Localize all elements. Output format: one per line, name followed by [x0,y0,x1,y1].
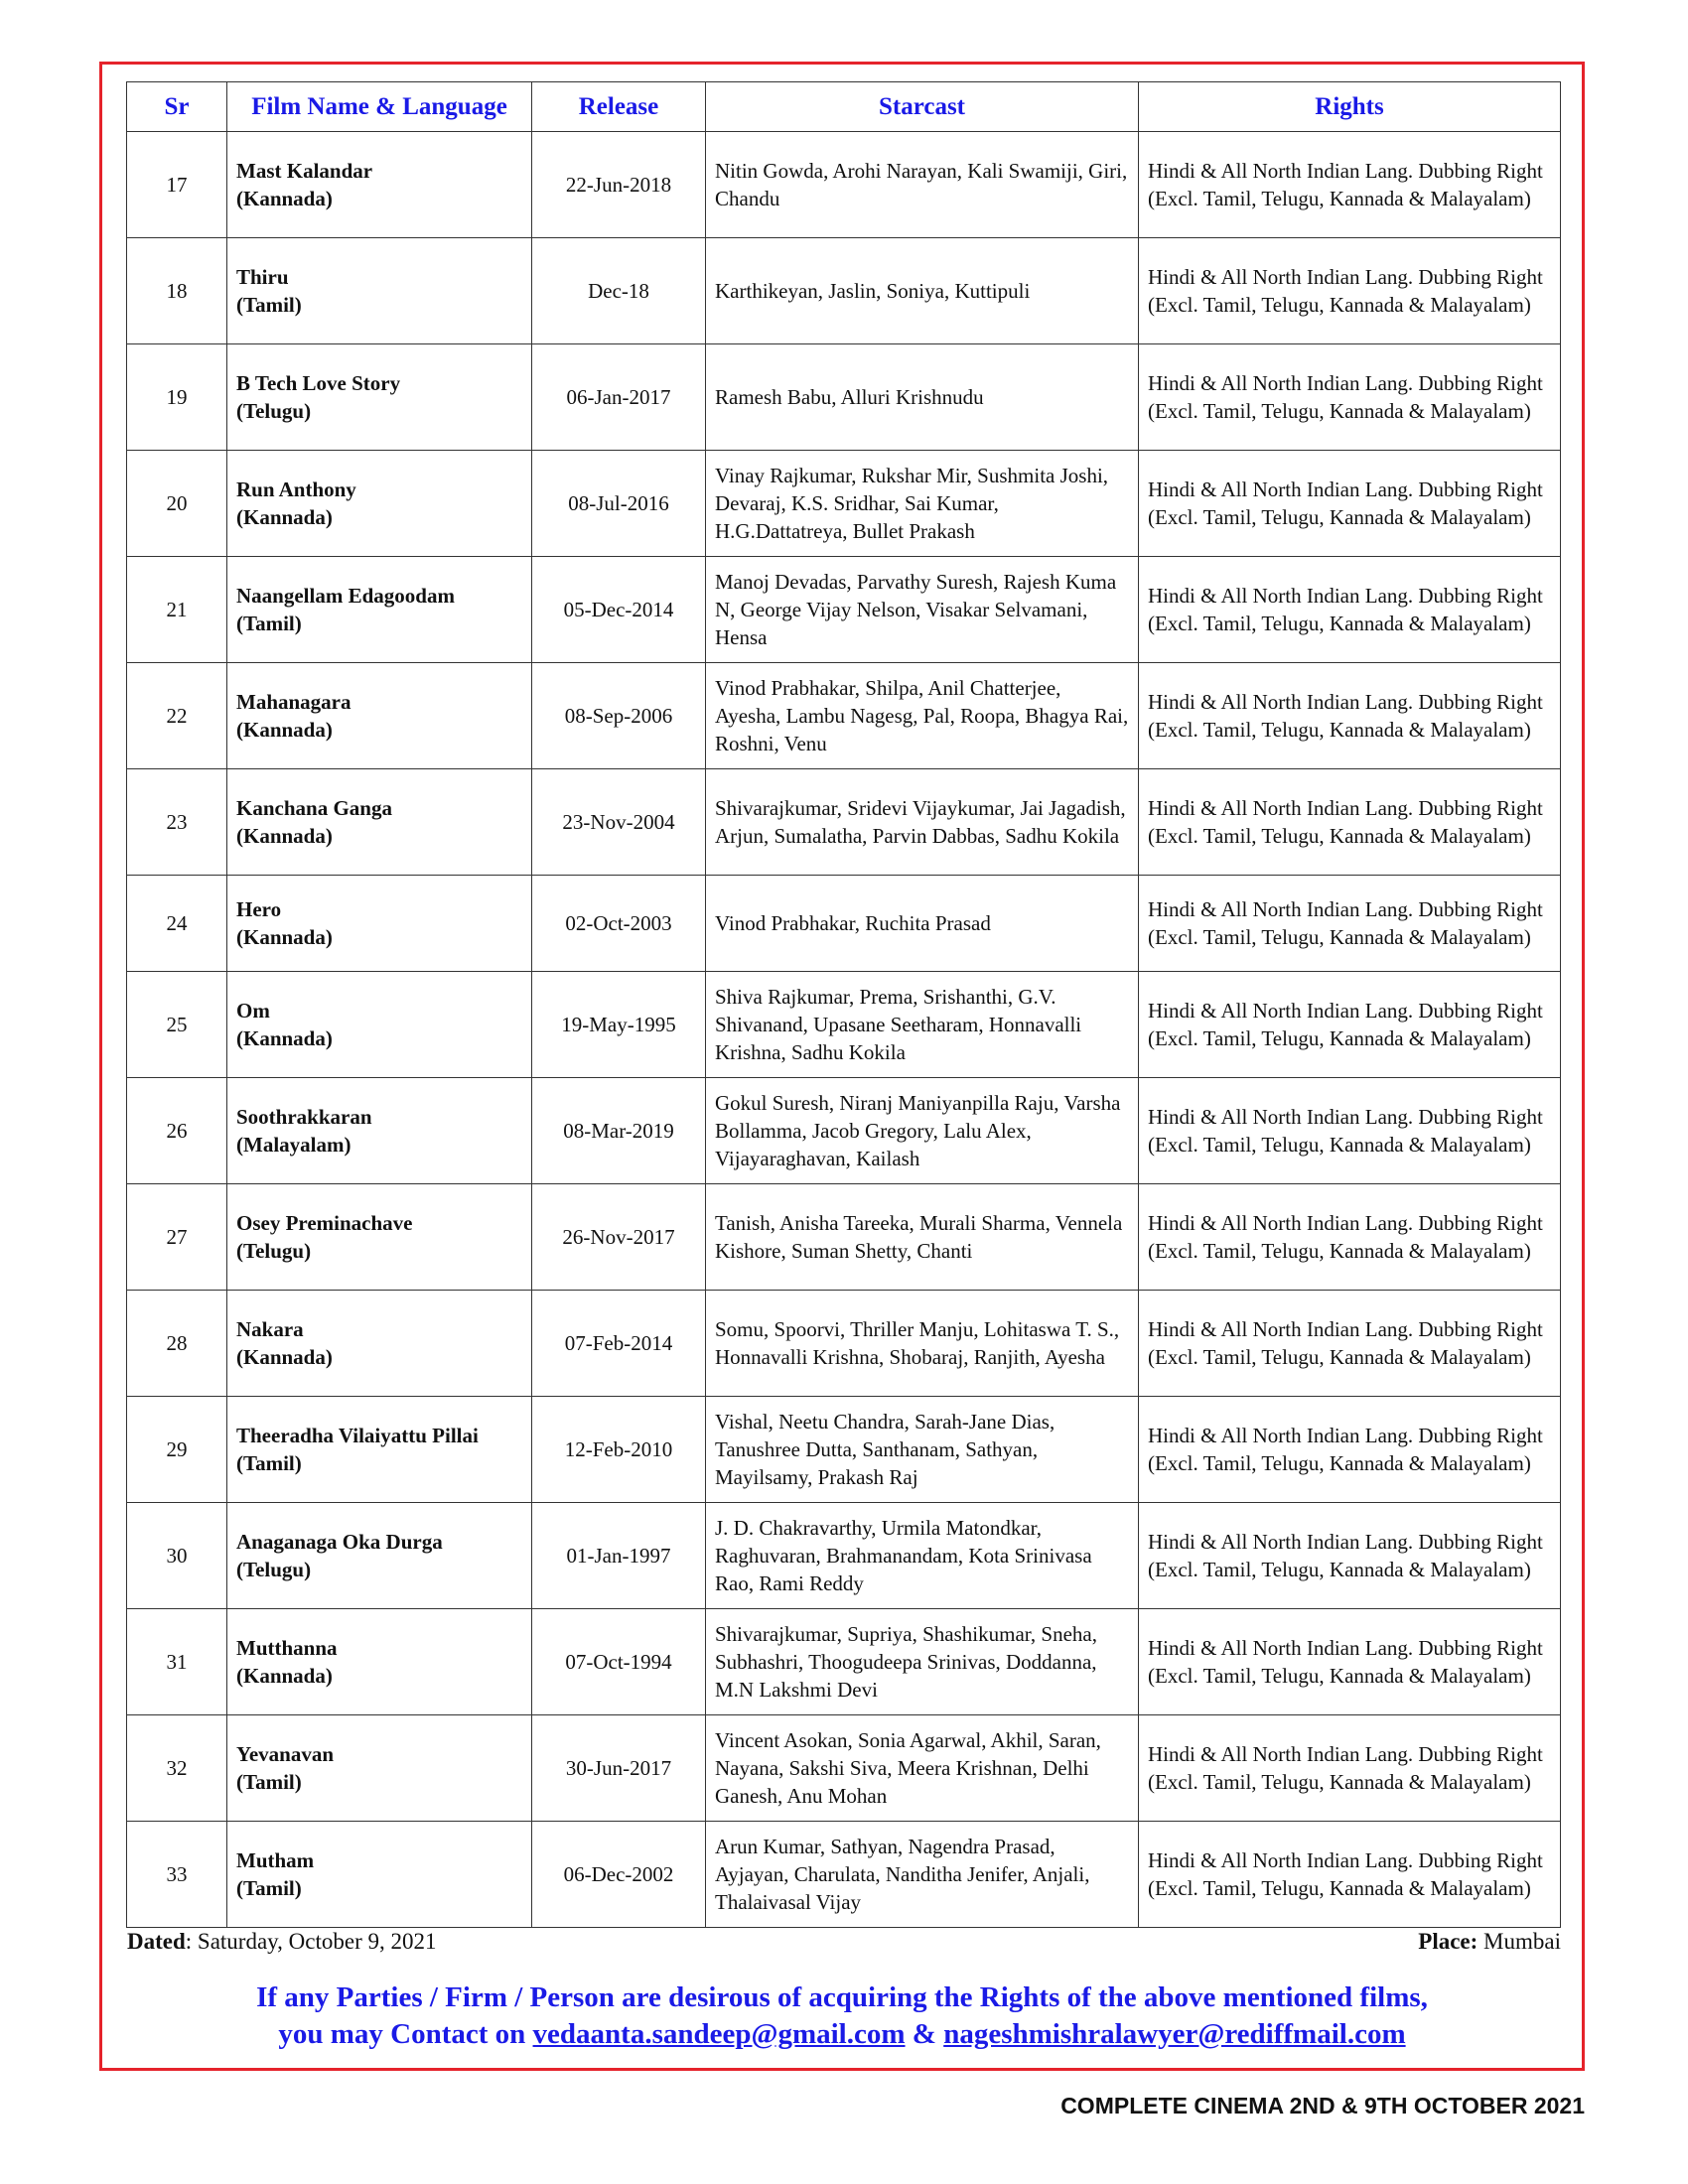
sr-cell: 20 [127,451,227,557]
rights-cell: Hindi & All North Indian Lang. Dubbing Right (Excl. Tamil, Telugu, Kannada & Malayalam) [1139,876,1561,972]
table-row [127,132,1561,238]
release-cell: 08-Jul-2016 [532,451,706,557]
publication-footer: COMPLETE CINEMA 2ND & 9TH OCTOBER 2021 [1060,2093,1585,2118]
table-row [127,1503,1561,1609]
sr-cell: 33 [127,1822,227,1928]
place-label: Place: [1418,1929,1478,1954]
release-cell: 06-Dec-2002 [532,1822,706,1928]
email-link-1[interactable]: vedaanta.sandeep@gmail.com [532,2018,906,2050]
film-name: B Tech Love Story [236,371,401,395]
film-name: Mutham [236,1848,315,1872]
rights-cell: Hindi & All North Indian Lang. Dubbing Right (Excl. Tamil, Telugu, Kannada & Malayalam) [1139,451,1561,557]
table-row [127,1715,1561,1822]
dated-value: : Saturday, October 9, 2021 [185,1929,437,1954]
table-row [127,238,1561,344]
sr-cell: 23 [127,769,227,876]
film-language: (Telugu) [236,1558,312,1581]
contact-joiner: & [905,2018,944,2050]
header-sr: Sr [127,82,227,132]
release-cell: 22-Jun-2018 [532,132,706,238]
film-cell [227,132,532,238]
rights-cell: Hindi & All North Indian Lang. Dubbing Right (Excl. Tamil, Telugu, Kannada & Malayalam) [1139,1609,1561,1715]
film-language: (Kannada) [236,1026,333,1050]
film-cell [227,972,532,1078]
film-language: (Telugu) [236,1239,312,1263]
sr-cell: 29 [127,1397,227,1503]
film-name: Naangellam Edagoodam [236,584,455,608]
film-name: Hero [236,897,282,921]
header-release: Release [532,82,706,132]
sr-cell: 31 [127,1609,227,1715]
starcast-cell: Vinod Prabhakar, Shilpa, Anil Chatterjee, Ayesha, Lambu Nagesg, Pal, Roopa, Bhagya Rai, Roshni, Venu [706,663,1139,769]
starcast-cell: Somu, Spoorvi, Thriller Manju, Lohitaswa T. S., Honnavalli Krishna, Shobaraj, Ranjith, Ayesha [706,1291,1139,1397]
film-name: Nakara [236,1317,304,1341]
email-link-2[interactable]: nageshmishralawyer@rediffmail.com [943,2018,1406,2050]
sr-cell: 18 [127,238,227,344]
contact-notice [99,1979,1585,2053]
films-table [126,81,1561,1928]
film-name: Theeradha Vilaiyattu Pillai [236,1424,479,1447]
release-cell: 06-Jan-2017 [532,344,706,451]
rights-cell: Hindi & All North Indian Lang. Dubbing Right (Excl. Tamil, Telugu, Kannada & Malayalam) [1139,1078,1561,1184]
starcast-cell: Vishal, Neetu Chandra, Sarah-Jane Dias, Tanushree Dutta, Santhanam, Sathyan, Mayilsamy, Prakash Raj [706,1397,1139,1503]
rights-cell: Hindi & All North Indian Lang. Dubbing Right (Excl. Tamil, Telugu, Kannada & Malayalam) [1139,1397,1561,1503]
film-name: Kanchana Ganga [236,796,392,820]
starcast-cell: Karthikeyan, Jaslin, Soniya, Kuttipuli [706,238,1139,344]
starcast-cell: Vinod Prabhakar, Ruchita Prasad [706,876,1139,972]
table-row [127,451,1561,557]
film-language: (Telugu) [236,399,312,423]
film-cell [227,1078,532,1184]
table-row [127,769,1561,876]
film-language: (Tamil) [236,1770,302,1794]
table-header-row [127,82,1561,132]
film-cell [227,769,532,876]
film-language: (Tamil) [236,1451,302,1475]
table-row [127,972,1561,1078]
sr-cell: 22 [127,663,227,769]
release-cell: 08-Sep-2006 [532,663,706,769]
sr-cell: 19 [127,344,227,451]
film-name: Yevanavan [236,1742,335,1766]
film-cell [227,1503,532,1609]
rights-cell: Hindi & All North Indian Lang. Dubbing Right (Excl. Tamil, Telugu, Kannada & Malayalam) [1139,1184,1561,1291]
film-language: (Kannada) [236,505,333,529]
starcast-cell: Nitin Gowda, Arohi Narayan, Kali Swamiji, Giri, Chandu [706,132,1139,238]
starcast-cell: Vincent Asokan, Sonia Agarwal, Akhil, Saran, Nayana, Sakshi Siva, Meera Krishnan, Delhi Ganesh, Anu Mohan [706,1715,1139,1822]
rights-cell: Hindi & All North Indian Lang. Dubbing Right (Excl. Tamil, Telugu, Kannada & Malayalam) [1139,1503,1561,1609]
header-film: Film Name & Language [227,82,532,132]
starcast-cell: Tanish, Anisha Tareeka, Murali Sharma, Vennela Kishore, Suman Shetty, Chanti [706,1184,1139,1291]
sr-cell: 25 [127,972,227,1078]
sr-cell: 21 [127,557,227,663]
release-cell: 08-Mar-2019 [532,1078,706,1184]
dated-label: Dated [127,1929,186,1954]
starcast-cell: J. D. Chakravarthy, Urmila Matondkar, Raghuvaran, Brahmanandam, Kota Srinivasa Rao, Rami Reddy [706,1503,1139,1609]
rights-cell: Hindi & All North Indian Lang. Dubbing Right (Excl. Tamil, Telugu, Kannada & Malayalam) [1139,1715,1561,1822]
film-cell [227,1291,532,1397]
sr-cell: 32 [127,1715,227,1822]
table-row [127,1291,1561,1397]
film-language: (Malayalam) [236,1133,352,1157]
film-cell [227,1715,532,1822]
film-cell [227,1609,532,1715]
film-name: Run Anthony [236,478,356,501]
table-row [127,557,1561,663]
release-cell: 07-Feb-2014 [532,1291,706,1397]
sr-cell: 28 [127,1291,227,1397]
film-name: Osey Preminachave [236,1211,413,1235]
rights-cell: Hindi & All North Indian Lang. Dubbing Right (Excl. Tamil, Telugu, Kannada & Malayalam) [1139,769,1561,876]
table-row [127,1609,1561,1715]
release-cell: 02-Oct-2003 [532,876,706,972]
release-cell: 19-May-1995 [532,972,706,1078]
film-language: (Kannada) [236,824,333,848]
film-name: Mast Kalandar [236,159,373,183]
rights-cell: Hindi & All North Indian Lang. Dubbing Right (Excl. Tamil, Telugu, Kannada & Malayalam) [1139,238,1561,344]
film-cell [227,557,532,663]
film-name: Mahanagara [236,690,352,714]
starcast-cell: Manoj Devadas, Parvathy Suresh, Rajesh Kuma N, George Vijay Nelson, Visakar Selvamani, Hensa [706,557,1139,663]
film-language: (Kannada) [236,1345,333,1369]
film-cell [227,1184,532,1291]
sr-cell: 27 [127,1184,227,1291]
film-name: Mutthanna [236,1636,338,1660]
release-cell: 30-Jun-2017 [532,1715,706,1822]
rights-cell: Hindi & All North Indian Lang. Dubbing Right (Excl. Tamil, Telugu, Kannada & Malayalam) [1139,1291,1561,1397]
films-table-body [127,132,1561,1928]
film-name: Thiru [236,265,289,289]
release-cell: Dec-18 [532,238,706,344]
film-name: Om [236,999,270,1023]
film-language: (Kannada) [236,1664,333,1688]
starcast-cell: Shiva Rajkumar, Prema, Srishanthi, G.V. Shivanand, Upasane Seetharam, Honnavalli Krishna, Sadhu Kokila [706,972,1139,1078]
rights-cell: Hindi & All North Indian Lang. Dubbing Right (Excl. Tamil, Telugu, Kannada & Malayalam) [1139,344,1561,451]
table-row [127,876,1561,972]
release-cell: 05-Dec-2014 [532,557,706,663]
sr-cell: 17 [127,132,227,238]
contact-prefix: you may Contact on [278,2018,533,2050]
film-cell [227,663,532,769]
rights-cell: Hindi & All North Indian Lang. Dubbing Right (Excl. Tamil, Telugu, Kannada & Malayalam) [1139,557,1561,663]
release-cell: 23-Nov-2004 [532,769,706,876]
film-name: Soothrakkaran [236,1105,372,1129]
dated-line [127,1929,437,1955]
rights-cell: Hindi & All North Indian Lang. Dubbing Right (Excl. Tamil, Telugu, Kannada & Malayalam) [1139,132,1561,238]
film-cell [227,238,532,344]
film-language: (Tamil) [236,1876,302,1900]
film-cell [227,451,532,557]
sr-cell: 24 [127,876,227,972]
contact-line-2 [99,2016,1585,2053]
place-value: Mumbai [1477,1929,1561,1954]
film-cell [227,876,532,972]
film-language: (Tamil) [236,612,302,635]
release-cell: 12-Feb-2010 [532,1397,706,1503]
contact-line-1: If any Parties / Firm / Person are desirous of acquiring the Rights of the above mentioned films, [256,1981,1428,2013]
film-cell [227,344,532,451]
film-cell [227,1397,532,1503]
place-line [1418,1929,1561,1955]
film-language: (Kannada) [236,925,333,949]
rights-cell: Hindi & All North Indian Lang. Dubbing Right (Excl. Tamil, Telugu, Kannada & Malayalam) [1139,663,1561,769]
rights-cell: Hindi & All North Indian Lang. Dubbing Right (Excl. Tamil, Telugu, Kannada & Malayalam) [1139,972,1561,1078]
starcast-cell: Vinay Rajkumar, Rukshar Mir, Sushmita Joshi, Devaraj, K.S. Sridhar, Sai Kumar, H.G.Dattatreya, Bullet Prakash [706,451,1139,557]
rights-cell: Hindi & All North Indian Lang. Dubbing Right (Excl. Tamil, Telugu, Kannada & Malayalam) [1139,1822,1561,1928]
starcast-cell: Arun Kumar, Sathyan, Nagendra Prasad, Ayjayan, Charulata, Nanditha Jenifer, Anjali, Thalaivasal Vijay [706,1822,1139,1928]
film-language: (Kannada) [236,718,333,742]
release-cell: 26-Nov-2017 [532,1184,706,1291]
header-starcast: Starcast [706,82,1139,132]
sr-cell: 26 [127,1078,227,1184]
table-row [127,663,1561,769]
header-rights: Rights [1139,82,1561,132]
film-language: (Kannada) [236,187,333,210]
sr-cell: 30 [127,1503,227,1609]
table-row [127,344,1561,451]
table-row [127,1078,1561,1184]
release-cell: 01-Jan-1997 [532,1503,706,1609]
table-row [127,1822,1561,1928]
table-row [127,1397,1561,1503]
film-cell [227,1822,532,1928]
film-name: Anaganaga Oka Durga [236,1530,443,1554]
starcast-cell: Ramesh Babu, Alluri Krishnudu [706,344,1139,451]
table-row [127,1184,1561,1291]
starcast-cell: Gokul Suresh, Niranj Maniyanpilla Raju, Varsha Bollamma, Jacob Gregory, Lalu Alex, Vijayaraghavan, Kailash [706,1078,1139,1184]
film-language: (Tamil) [236,293,302,317]
release-cell: 07-Oct-1994 [532,1609,706,1715]
starcast-cell: Shivarajkumar, Sridevi Vijaykumar, Jai Jagadish, Arjun, Sumalatha, Parvin Dabbas, Sadhu Kokila [706,769,1139,876]
starcast-cell: Shivarajkumar, Supriya, Shashikumar, Sneha, Subhashri, Thoogudeepa Srinivas, Doddanna, M.N Lakshmi Devi [706,1609,1139,1715]
